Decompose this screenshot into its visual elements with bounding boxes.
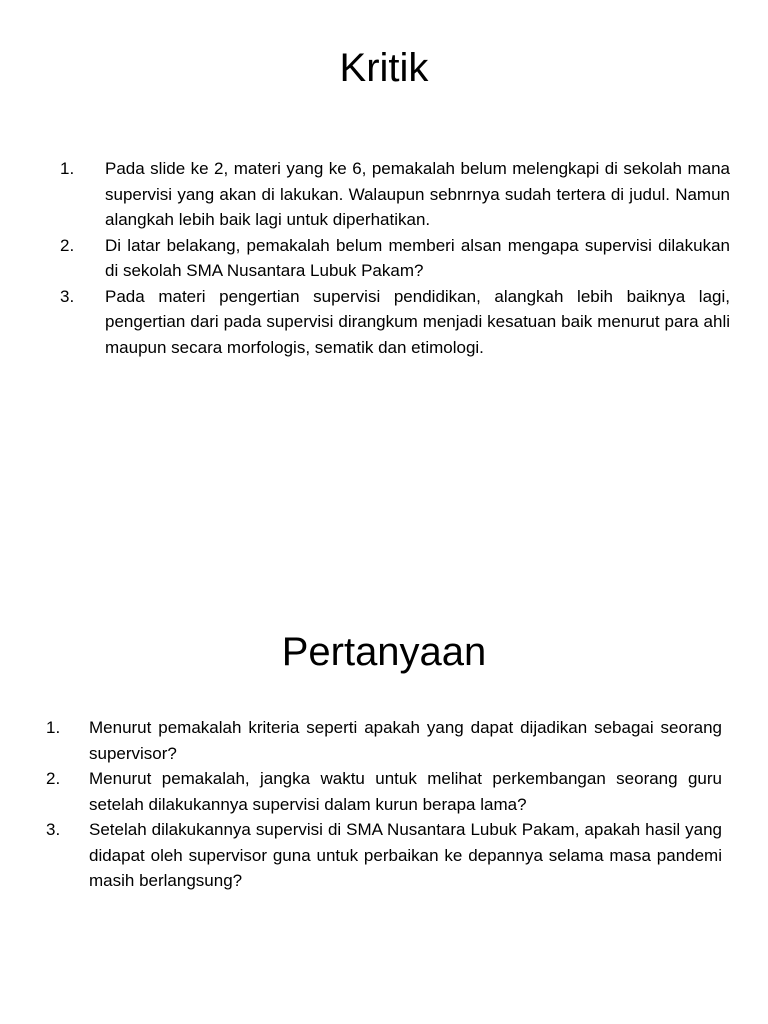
list-item [60,284,730,361]
list-item [46,817,722,894]
pertanyaan-list [46,715,722,894]
item-text: Pada slide ke 2, materi yang ke 6, pemakalah belum melengkapi di sekolah mana supervisi yang akan di lakukan. Walaupun sebnrnya sudah tertera di judul. Namun alangkah lebih baik lagi untuk diperhatikan. [105,159,730,229]
item-number: 1. [60,159,75,178]
kritik-list [60,156,730,360]
item-number: 2. [60,235,75,255]
item-text: Di latar belakang, pemakalah belum memberi alsan mengapa supervisi dilakukan di sekolah SMA Nusantara Lubuk Pakam? [105,235,730,280]
item-number: 2. [46,769,61,788]
pertanyaan-title: Pertanyaan [281,630,487,674]
kritik-title: Kritik [339,46,429,90]
item-number: 1. [46,718,61,737]
item-text: Setelah dilakukannya supervisi di SMA Nusantara Lubuk Pakam, apakah hasil yang didapat oleh supervisor guna untuk perbaikan ke depannya selama masa pandemi masih berlangsung? [89,820,722,890]
list-item [60,156,730,233]
list-item [46,715,722,766]
item-number: 3. [60,286,75,306]
item-text: Menurut pemakalah, jangka waktu untuk melihat perkembangan seorang guru setelah dilakukannya supervisi dalam kurun berapa lama? [89,769,722,814]
list-item [60,233,730,284]
item-text: Pada materi pengertian supervisi pendidikan, alangkah lebih baiknya lagi, pengertian dari pada supervisi dirangkum menjadi kesatuan baik menurut para ahli maupun secara morfologis, sematik dan etimologi. [105,286,730,357]
item-number: 3. [46,820,61,839]
item-text: Menurut pemakalah kriteria seperti apakah yang dapat dijadikan sebagai seorang supervisor? [89,718,722,763]
list-item [46,766,722,817]
